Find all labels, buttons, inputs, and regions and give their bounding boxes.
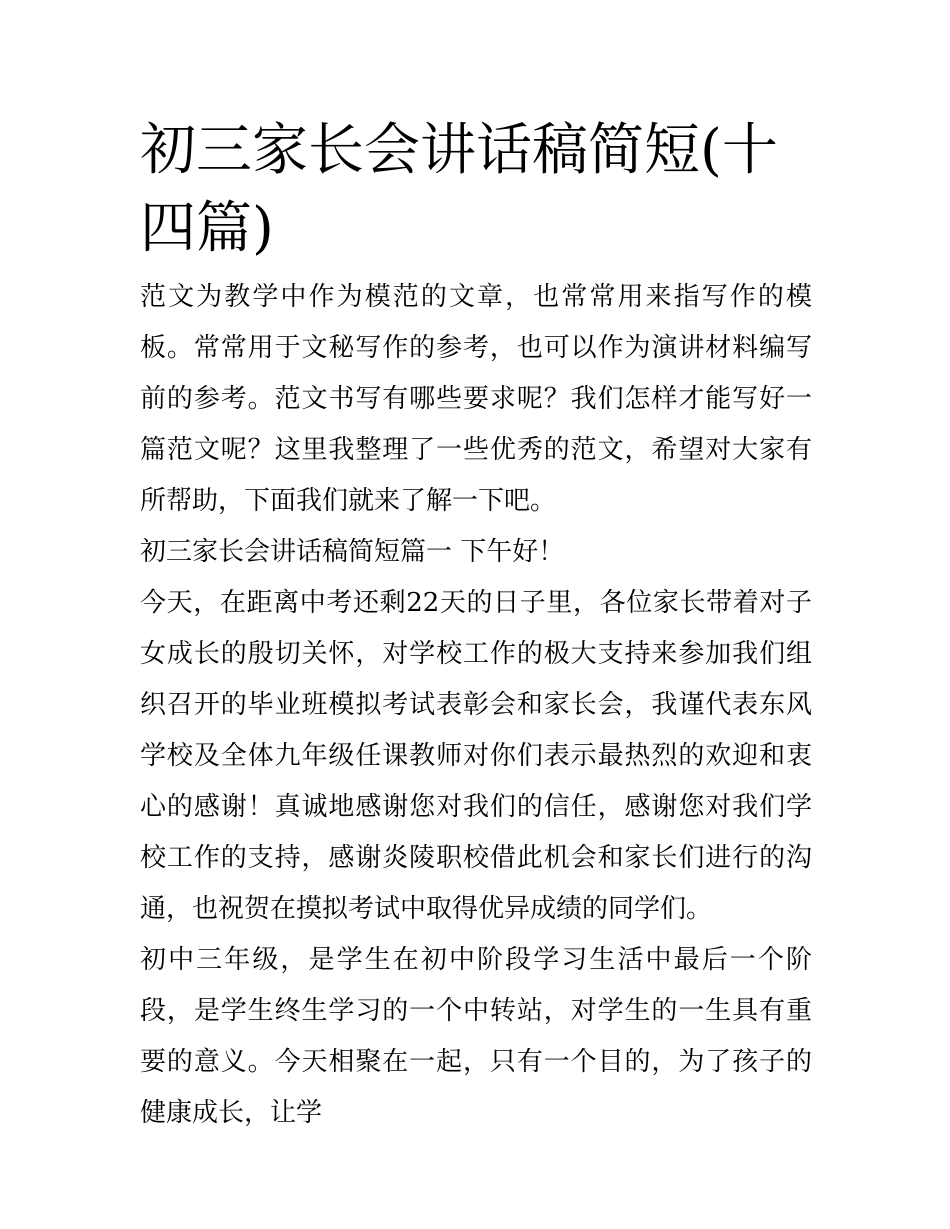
paragraph-welcome: 今天，在距离中考还剩22天的日子里，各位家长带着对子女成长的殷切关怀，对学校工作的极大支持来参加我们组织召开的毕业班模拟考试表彰会和家长会，我谨代表东风学校及全体九年级任课教师对你们表示最热烈的欢迎和衷心的感谢！真诚地感谢您对我们的信任，感谢您对我们学校工作的支持，感谢炎陵职校借此机会和家长们进行的沟通，也祝贺在摸拟考试中取得优异成绩的同学们。 xyxy=(140,588,812,924)
document-body xyxy=(140,272,812,1139)
paragraph-section-heading: 初三家长会讲话稿简短篇一 下午好！ xyxy=(140,537,565,567)
paragraph-intro: 范文为教学中作为模范的文章，也常常用来指写作的模板。常常用于文秘写作的参考，也可以作为演讲材料编写前的参考。范文书写有哪些要求呢？我们怎样才能写好一篇范文呢？这里我整理了一些优秀的范文，希望对大家有所帮助，下面我们就来了解一下吧。 xyxy=(140,282,812,516)
paragraph-grade-three: 初中三年级，是学生在初中阶段学习生活中最后一个阶段，是学生终生学习的一个中转站，对学生的一生具有重要的意义。今天相聚在一起，只有一个目的，为了孩子的健康成长，让学 xyxy=(140,945,812,1128)
document-title: 初三家长会讲话稿简短(十四篇) xyxy=(140,118,778,261)
